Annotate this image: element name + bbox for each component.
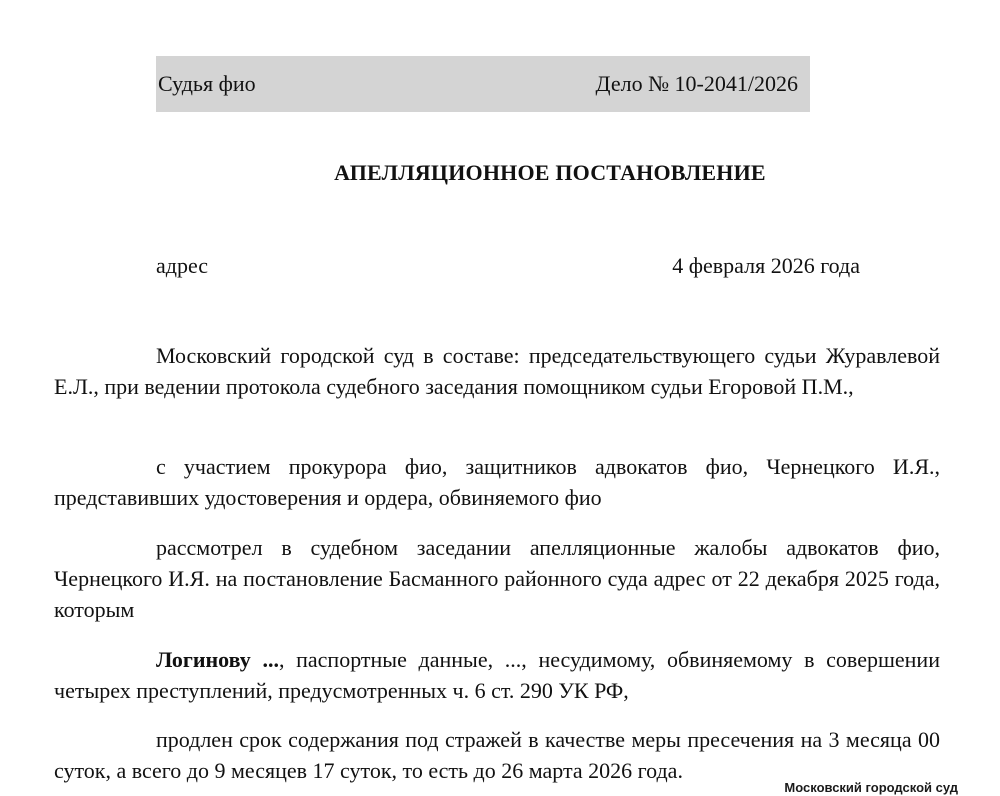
court-watermark: Московский городской суд (784, 780, 958, 795)
document-date: 4 февраля 2026 года (672, 253, 860, 278)
case-header (156, 56, 810, 112)
place-date-line (156, 253, 860, 279)
accused-name: Логинову ... (156, 647, 279, 672)
document-title: АПЕЛЛЯЦИОННОЕ ПОСТАНОВЛЕНИЕ (334, 160, 766, 185)
accused-paragraph (54, 644, 940, 706)
detention-paragraph: продлен срок содержания под стражей в качестве меры пресечения на 3 месяца 00 суток, а всего до 9 месяцев 17 суток, то есть до 26 марта 2026 года. (54, 727, 940, 783)
court-composition-paragraph: Московский городской суд в составе: председательствующего судьи Журавлевой Е.Л., при ведении протокола судебного заседания помощником судьи Егоровой П.М., (54, 343, 940, 399)
participants-paragraph: с участием прокурора фио, защитников адвокатов фио, Чернецкого И.Я., представивших удостоверения и ордера, обвиняемого фио (54, 454, 940, 510)
accused-details: , паспортные данные, ..., несудимому, обвиняемому в совершении четырех преступлений, предусмотренных ч. 6 ст. 290 УК РФ, (54, 647, 940, 703)
place-label: адрес (156, 253, 209, 278)
judge-label: Судья фио (158, 71, 256, 96)
appeal-paragraph: рассмотрел в судебном заседании апелляционные жалобы адвокатов фио, Чернецкого И.Я. на постановление Басманного районного суда адрес от 22 декабря 2025 года, которым (54, 535, 940, 622)
case-number: Дело № 10-2041/2026 (595, 71, 798, 96)
